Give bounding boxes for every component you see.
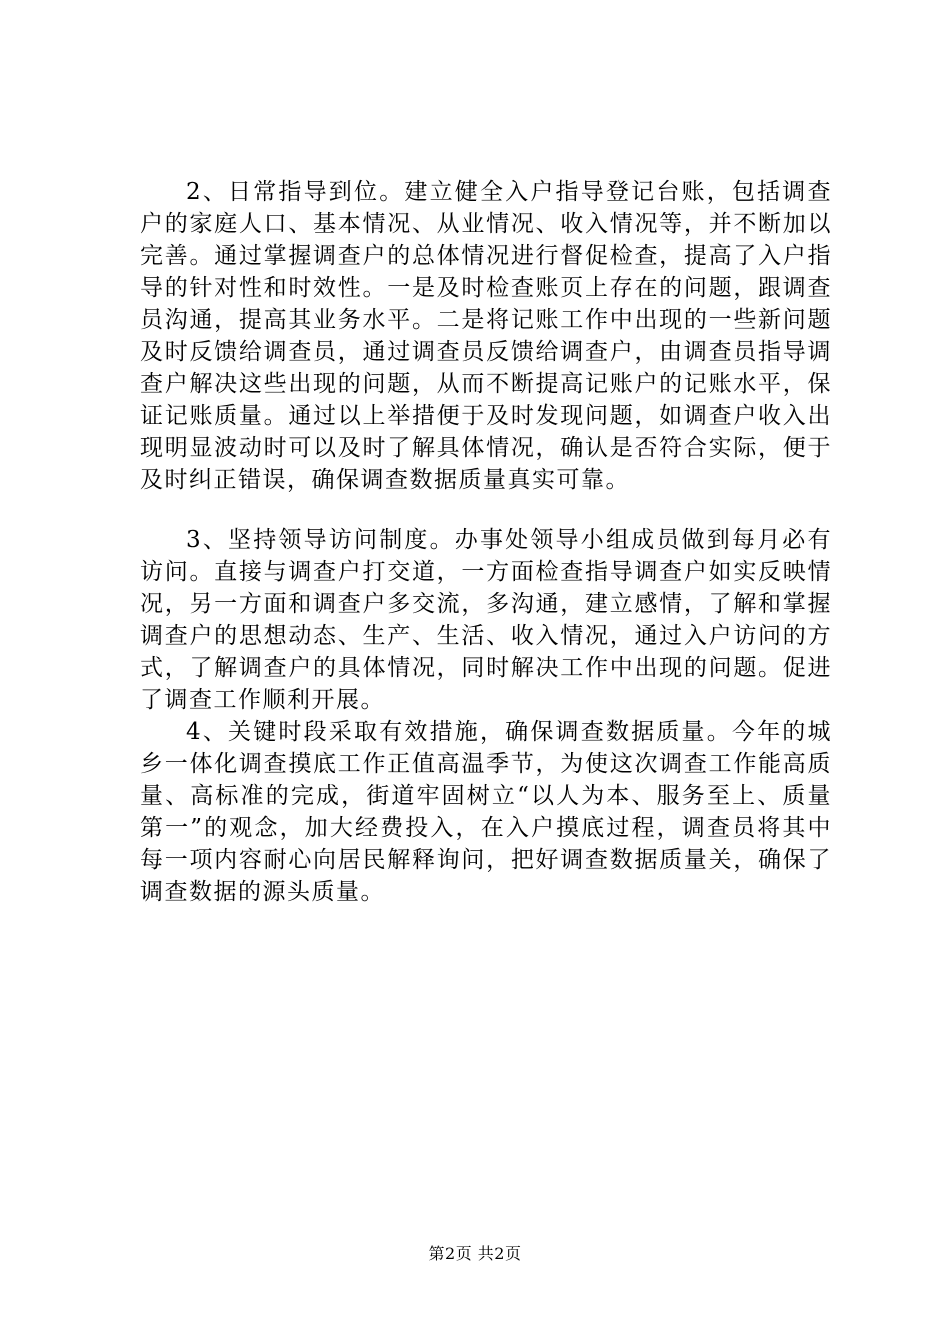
document-body (140, 176, 832, 908)
paragraph-4: 4、关键时段采取有效措施，确保调查数据质量。今年的城乡一体化调查摸底工作正值高温季节，为使这次调查工作能高质量、高标准的完成，街道牢固树立“以人为本、服务至上、质量第一”的观念，加大经费投入，在入户摸底过程，调查员将其中每一项内容耐心向居民解释询问，把好调查数据质量关，确保了调查数据的源头质量。 (140, 719, 832, 905)
page-number-footer: 第2页 共2页 (428, 1244, 522, 1263)
paragraph-2: 2、日常指导到位。建立健全入户指导登记台账，包括调查户的家庭人口、基本情况、从业情况、收入情况等，并不断加以完善。通过掌握调查户的总体情况进行督促检查，提高了入户指导的针对性和时效性。一是及时检查账页上存在的问题，跟调查员沟通，提高其业务水平。二是将记账工作中出现的一些新问题及时反馈给调查员，通过调查员反馈给调查户，由调查员指导调查户解决这些出现的问题，从而不断提高记账户的记账水平，保证记账质量。通过以上举措便于及时发现问题，如调查户收入出现明显波动时可以及时了解具体情况，确认是否符合实际，便于及时纠正错误，确保调查数据质量真实可靠。 (140, 179, 832, 493)
paragraph-3: 3、坚持领导访问制度。办事处领导小组成员做到每月必有访问。直接与调查户打交道，一方面检查指导调查户如实反映情况，另一方面和调查户多交流，多沟通，建立感情，了解和掌握调查户的思想动态、生产、生活、收入情况，通过入户访问的方式，了解调查户的具体情况，同时解决工作中出现的问题。促进了调查工作顺利开展。 (140, 527, 832, 713)
